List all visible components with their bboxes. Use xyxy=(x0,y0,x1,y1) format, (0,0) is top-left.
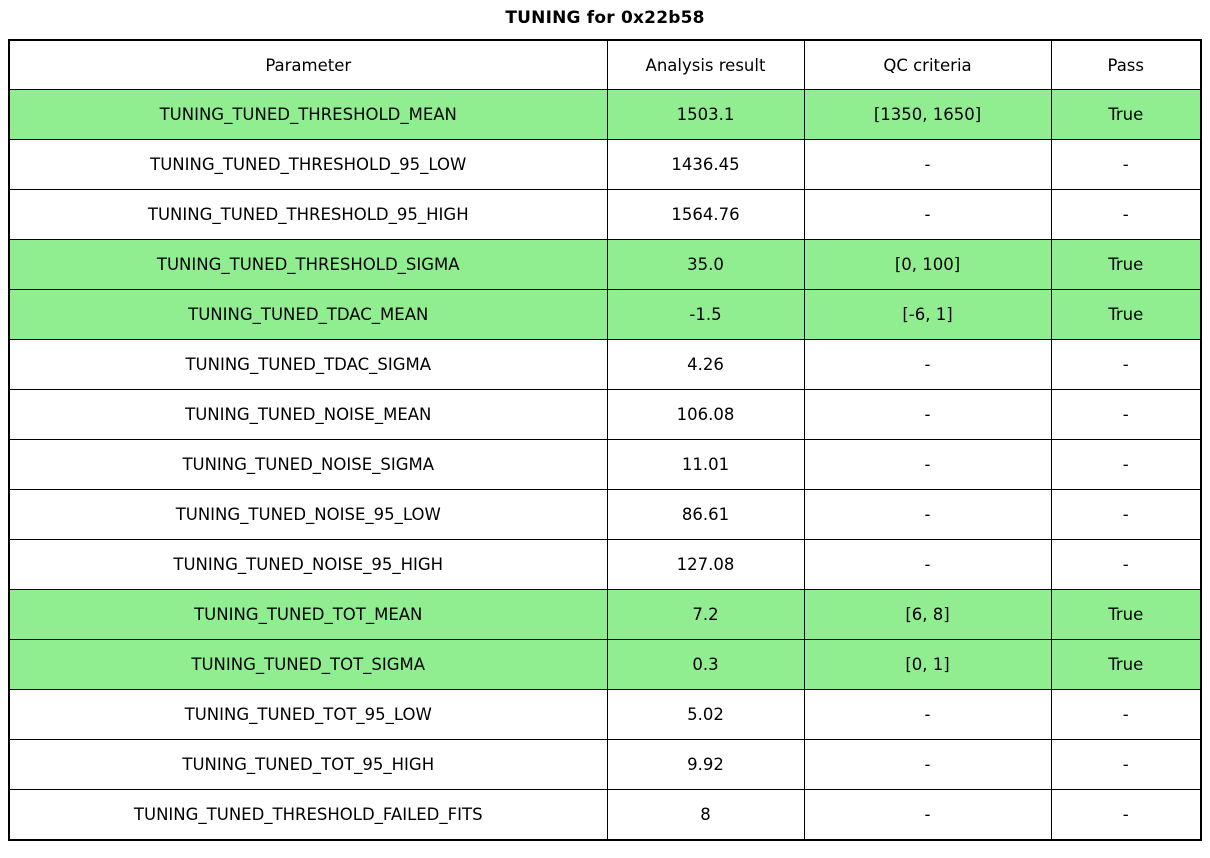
cell-qc-criteria: - xyxy=(804,340,1051,390)
cell-pass: - xyxy=(1051,440,1201,490)
column-header-parameter: Parameter xyxy=(9,40,607,90)
cell-parameter: TUNING_TUNED_TOT_SIGMA xyxy=(9,640,607,690)
cell-parameter: TUNING_TUNED_TOT_95_LOW xyxy=(9,690,607,740)
column-header-pass: Pass xyxy=(1051,40,1201,90)
table-row xyxy=(9,540,1201,590)
cell-qc-criteria: [0, 100] xyxy=(804,240,1051,290)
cell-analysis-result: 0.3 xyxy=(607,640,804,690)
cell-parameter: TUNING_TUNED_NOISE_95_LOW xyxy=(9,490,607,540)
cell-parameter: TUNING_TUNED_THRESHOLD_SIGMA xyxy=(9,240,607,290)
cell-analysis-result: 86.61 xyxy=(607,490,804,540)
cell-parameter: TUNING_TUNED_THRESHOLD_95_HIGH xyxy=(9,190,607,240)
cell-parameter: TUNING_TUNED_TOT_95_HIGH xyxy=(9,740,607,790)
cell-pass: - xyxy=(1051,790,1201,841)
cell-qc-criteria: - xyxy=(804,140,1051,190)
page-title: TUNING for 0x22b58 xyxy=(505,8,705,28)
cell-qc-criteria: [6, 8] xyxy=(804,590,1051,640)
cell-pass: - xyxy=(1051,540,1201,590)
table-container xyxy=(0,39,1210,841)
cell-pass: - xyxy=(1051,690,1201,740)
cell-parameter: TUNING_TUNED_TOT_MEAN xyxy=(9,590,607,640)
cell-qc-criteria: [0, 1] xyxy=(804,640,1051,690)
cell-parameter: TUNING_TUNED_TDAC_MEAN xyxy=(9,290,607,340)
cell-pass: True xyxy=(1051,290,1201,340)
cell-pass: - xyxy=(1051,490,1201,540)
table-row xyxy=(9,490,1201,540)
table-row xyxy=(9,390,1201,440)
cell-qc-criteria: - xyxy=(804,740,1051,790)
cell-parameter: TUNING_TUNED_THRESHOLD_MEAN xyxy=(9,90,607,140)
table-row xyxy=(9,90,1201,140)
cell-qc-criteria: [1350, 1650] xyxy=(804,90,1051,140)
table-row xyxy=(9,590,1201,640)
table-row xyxy=(9,790,1201,841)
cell-qc-criteria: - xyxy=(804,190,1051,240)
table-header xyxy=(9,40,1201,90)
cell-analysis-result: 9.92 xyxy=(607,740,804,790)
cell-parameter: TUNING_TUNED_TDAC_SIGMA xyxy=(9,340,607,390)
cell-analysis-result: 127.08 xyxy=(607,540,804,590)
cell-pass: - xyxy=(1051,190,1201,240)
cell-qc-criteria: - xyxy=(804,790,1051,841)
cell-qc-criteria: - xyxy=(804,490,1051,540)
cell-pass: - xyxy=(1051,340,1201,390)
cell-analysis-result: 35.0 xyxy=(607,240,804,290)
cell-qc-criteria: - xyxy=(804,690,1051,740)
table-row xyxy=(9,640,1201,690)
cell-pass: True xyxy=(1051,240,1201,290)
table-row xyxy=(9,240,1201,290)
cell-pass: True xyxy=(1051,590,1201,640)
table-header-row xyxy=(9,40,1201,90)
cell-parameter: TUNING_TUNED_NOISE_SIGMA xyxy=(9,440,607,490)
table-row xyxy=(9,190,1201,240)
table-row xyxy=(9,140,1201,190)
table-row xyxy=(9,290,1201,340)
cell-pass: True xyxy=(1051,640,1201,690)
qc-results-table xyxy=(8,39,1202,841)
table-row xyxy=(9,440,1201,490)
cell-qc-criteria: - xyxy=(804,390,1051,440)
cell-qc-criteria: - xyxy=(804,440,1051,490)
column-header-analysis-result: Analysis result xyxy=(607,40,804,90)
cell-qc-criteria: [-6, 1] xyxy=(804,290,1051,340)
table-row xyxy=(9,740,1201,790)
cell-analysis-result: 7.2 xyxy=(607,590,804,640)
cell-parameter: TUNING_TUNED_NOISE_MEAN xyxy=(9,390,607,440)
cell-parameter: TUNING_TUNED_THRESHOLD_95_LOW xyxy=(9,140,607,190)
table-row xyxy=(9,690,1201,740)
cell-qc-criteria: - xyxy=(804,540,1051,590)
table-body xyxy=(9,90,1201,841)
table-row xyxy=(9,340,1201,390)
cell-parameter: TUNING_TUNED_NOISE_95_HIGH xyxy=(9,540,607,590)
cell-analysis-result: 4.26 xyxy=(607,340,804,390)
cell-analysis-result: 11.01 xyxy=(607,440,804,490)
cell-analysis-result: 1503.1 xyxy=(607,90,804,140)
cell-analysis-result: 8 xyxy=(607,790,804,841)
cell-analysis-result: 5.02 xyxy=(607,690,804,740)
cell-pass: - xyxy=(1051,390,1201,440)
cell-analysis-result: 106.08 xyxy=(607,390,804,440)
cell-pass: True xyxy=(1051,90,1201,140)
cell-pass: - xyxy=(1051,140,1201,190)
column-header-qc-criteria: QC criteria xyxy=(804,40,1051,90)
cell-parameter: TUNING_TUNED_THRESHOLD_FAILED_FITS xyxy=(9,790,607,841)
cell-analysis-result: -1.5 xyxy=(607,290,804,340)
cell-pass: - xyxy=(1051,740,1201,790)
cell-analysis-result: 1436.45 xyxy=(607,140,804,190)
cell-analysis-result: 1564.76 xyxy=(607,190,804,240)
